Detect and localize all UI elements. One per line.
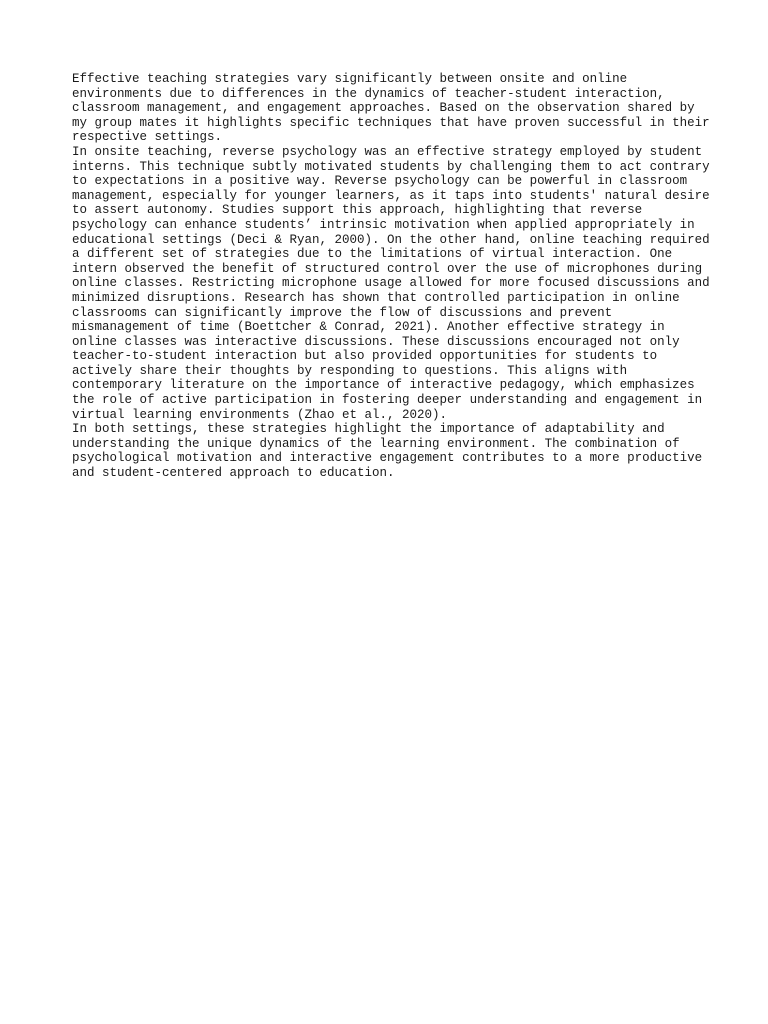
paragraph-conclusion: In both settings, these strategies highlight the importance of adaptability and understanding the unique dynamics of the learning environment. The combination of psychological motivation and interactive engagement contributes to a more productive and student-centered approach to education.: [72, 422, 703, 481]
paragraph-strategies: In onsite teaching, reverse psychology was an effective strategy employed by student interns. This technique subtly motivated students by challenging them to act contrary to expectations in a positive way. Reverse psychology can be powerful in classroom management, especially for younger learners, as it taps into students' natural desire to assert autonomy. Studies support this approach, highlighting that reverse psychology can enhance students’ intrinsic motivation when applied appropriately in educational settings (Deci & Ryan, 2000). On the other hand, online teaching required a different set of strategies due to the limitations of virtual interaction. One intern observed the benefit of structured control over the use of microphones during online classes. Restricting microphone usage allowed for more focused discussions and minimized disruptions. Research has shown that controlled participation in online classrooms can significantly improve the flow of discussions and prevent mismanagement of time (Boettcher & Conrad, 2021). Another effective strategy in online classes was interactive discussions. These discussions encouraged not only teacher-to-student interaction but also provided opportunities for students to actively share their thoughts by responding to questions. This aligns with contemporary literature on the importance of interactive pedagogy, which emphasizes the role of active participation in fostering deeper understanding and engagement in virtual learning environments (Zhao et al., 2020).: [72, 144, 710, 422]
document-body: [72, 72, 712, 481]
paragraph-intro: Effective teaching strategies vary significantly between onsite and online environments due to differences in the dynamics of teacher-student interaction, classroom management, and engagement approaches. Based on the observation shared by my group mates it highlights specific techniques that have proven successful in their respective settings.: [72, 72, 710, 145]
